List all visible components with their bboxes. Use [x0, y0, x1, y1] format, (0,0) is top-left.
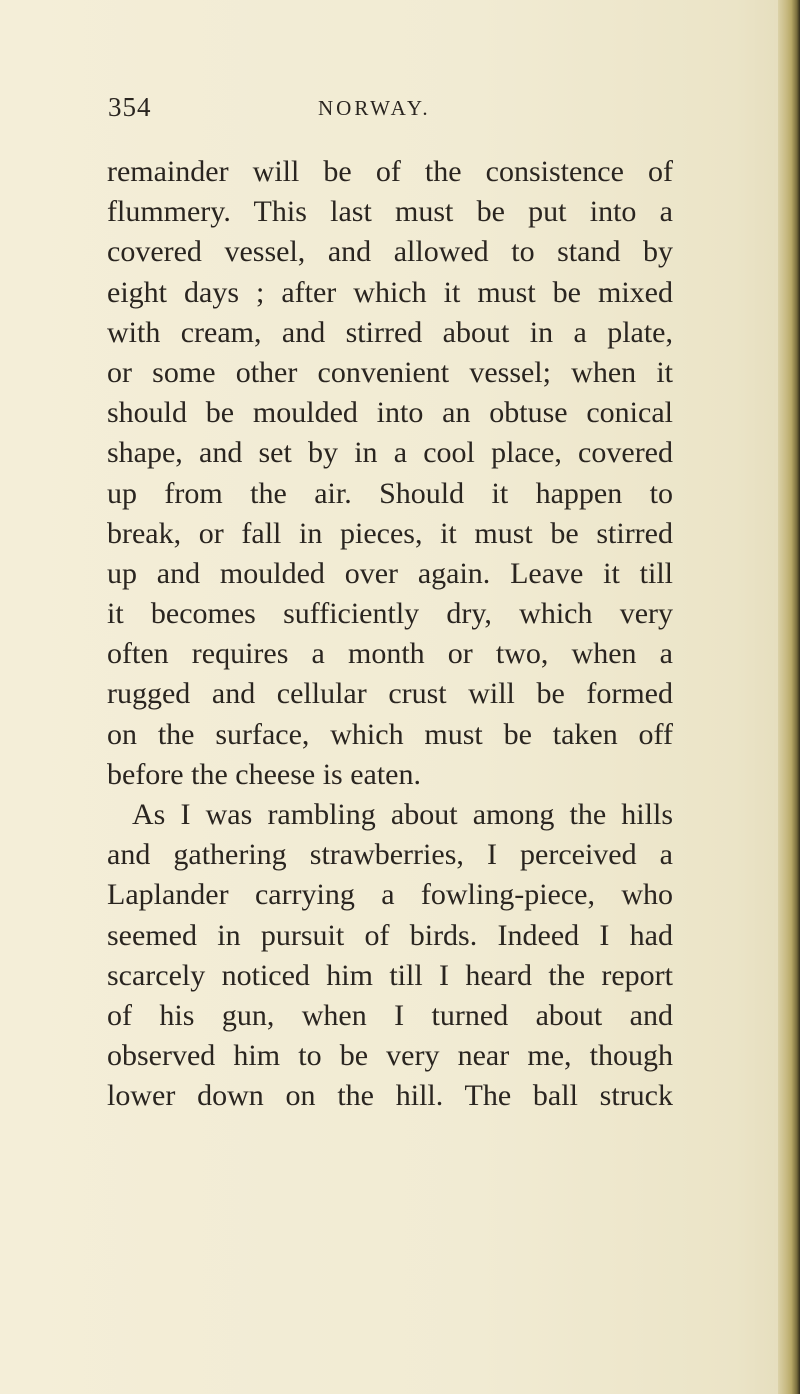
- text-line: and gathering strawberries, I perceived a: [107, 838, 673, 872]
- body-text: [107, 152, 673, 1117]
- text-line: up and moulded over again. Leave it till: [107, 556, 673, 590]
- text-line: shape, and set by in a cool place, covered: [107, 436, 673, 470]
- running-title: NORWAY.: [318, 96, 431, 120]
- page-header: [108, 92, 668, 132]
- page-number: 354: [108, 92, 152, 122]
- text-line: up from the air. Should it happen to: [107, 476, 673, 510]
- text-line: flummery. This last must be put into a: [107, 195, 673, 229]
- text-line: observed him to be very near me, though: [107, 1039, 673, 1073]
- text-line: with cream, and stirred about in a plate,: [107, 315, 673, 349]
- paragraph-start-line: As I was rambling about among the hills: [132, 798, 673, 831]
- text-line: rugged and cellular crust will be formed: [107, 677, 673, 711]
- text-line: scarcely noticed him till I heard the report: [107, 958, 673, 992]
- text-line: break, or fall in pieces, it must be stirred: [107, 516, 673, 550]
- paragraph-end-line: before the cheese is eaten.: [107, 757, 421, 791]
- text-line: of his gun, when I turned about and: [107, 998, 673, 1032]
- text-line: on the surface, which must be taken off: [107, 717, 673, 751]
- text-line: or some other convenient vessel; when it: [107, 355, 673, 389]
- text-line: remainder will be of the consistence of: [107, 155, 673, 188]
- text-line: it becomes sufficiently dry, which very: [107, 597, 673, 631]
- text-line: lower down on the hill. The ball struck: [107, 1079, 673, 1113]
- text-line: often requires a month or two, when a: [107, 637, 673, 671]
- text-line: should be moulded into an obtuse conical: [107, 396, 673, 430]
- text-line: Laplander carrying a fowling-piece, who: [107, 878, 673, 912]
- text-line: seemed in pursuit of birds. Indeed I had: [107, 918, 673, 952]
- text-line: eight days ; after which it must be mixed: [107, 275, 673, 309]
- text-line: covered vessel, and allowed to stand by: [107, 235, 673, 269]
- page-gutter-edge: [778, 0, 800, 1394]
